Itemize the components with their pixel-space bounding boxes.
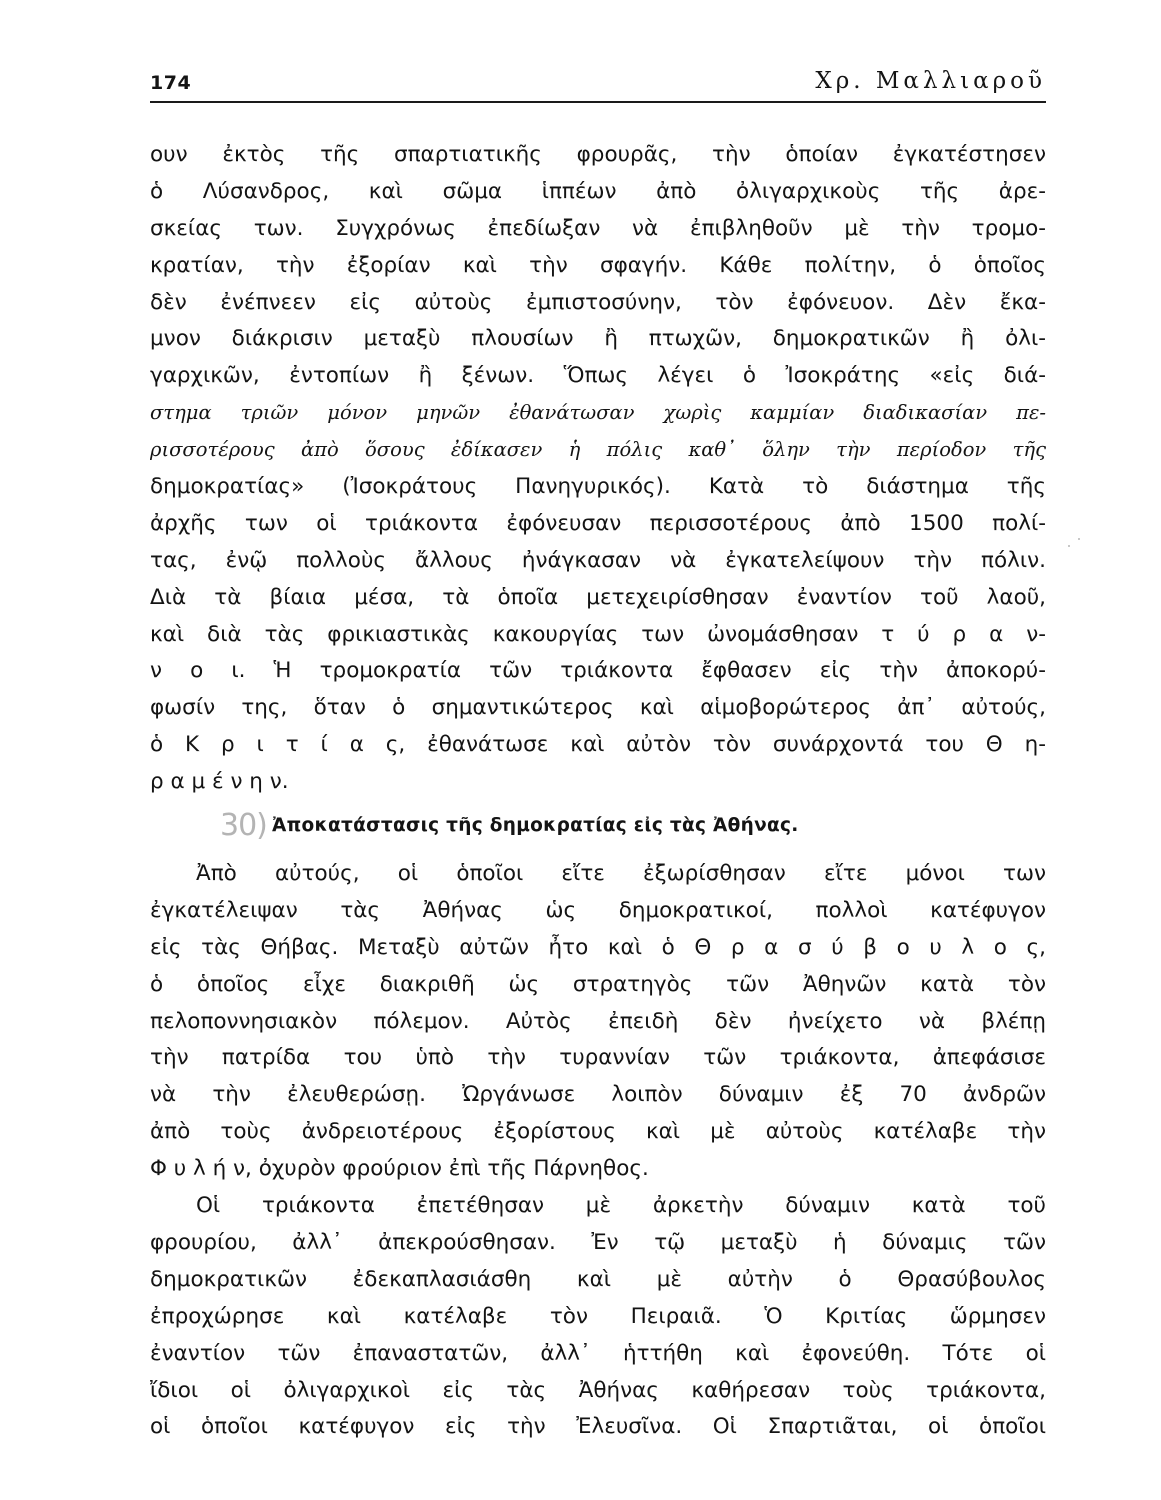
text-line: γαρχικῶν, ἐντοπίων ἢ ξένων. Ὅπως λέγει ὁ Ἰσοκράτης «εἰς διά- bbox=[150, 363, 1046, 389]
section-heading-text: Ἀποκατάστασις τῆς δημοκρατίας εἰς τὰς Ἀθήνας. bbox=[272, 815, 799, 837]
paragraph-1 bbox=[150, 137, 1046, 801]
section-heading bbox=[150, 801, 1046, 856]
text-line: φωσίν της, ὅταν ὁ σημαντικώτερος καὶ αἱμοβορώτερος ἀπ᾿ αὐτούς, bbox=[150, 695, 1046, 721]
text-line: ἐπροχώρησε καὶ κατέλαβε τὸν Πειραιᾶ. Ὁ Κριτίας ὥρμησεν bbox=[150, 1303, 1046, 1329]
text-line: Ἀπὸ αὐτούς, οἱ ὁποῖοι εἴτε ἐξωρίσθησαν εἴτε μόνοι των bbox=[196, 861, 1046, 887]
scan-speck bbox=[1078, 538, 1080, 540]
text-line: ὁ ὁποῖος εἶχε διακριθῆ ὡς στρατηγὸς τῶν Ἀθηνῶν κατὰ τὸν bbox=[150, 971, 1046, 997]
header-rule bbox=[150, 101, 1046, 103]
paragraph-2 bbox=[150, 856, 1046, 1188]
text-line: κρατίαν, τὴν ἐξορίαν καὶ τὴν σφαγήν. Κάθε πολίτην, ὁ ὁποῖος bbox=[150, 252, 1046, 278]
body-text bbox=[150, 137, 1046, 1446]
text-line: δὲν ἐνέπνεεν εἰς αὐτοὺς ἐμπιστοσύνην, τὸν ἐφόνευον. Δὲν ἔκα- bbox=[150, 289, 1046, 315]
text-line: Οἱ τριάκοντα ἐπετέθησαν μὲ ἀρκετὴν δύναμιν κατὰ τοῦ bbox=[196, 1193, 1046, 1219]
text-line: Διὰ τὰ βίαια μέσα, τὰ ὁποῖα μετεχειρίσθησαν ἐναντίον τοῦ λαοῦ, bbox=[150, 584, 1046, 610]
text-line: ὁ Λύσανδρος, καὶ σῶμα ἱππέων ἀπὸ ὀλιγαρχικοὺς τῆς ἀρε- bbox=[150, 178, 1046, 204]
text-line: δημοκρατικῶν ἐδεκαπλασιάσθη καὶ μὲ αὐτὴν ὁ Θρασύβουλος bbox=[150, 1266, 1046, 1292]
text-line: ὁ Κ ρ ι τ ί α ς, ἐθανάτωσε καὶ αὐτὸν τὸν συνάρχοντά του Θ η- bbox=[150, 732, 1046, 758]
text-line: ἀπὸ τοὺς ἀνδρειοτέρους ἐξορίστους καὶ μὲ αὐτοὺς κατέλαβε τὴν bbox=[150, 1119, 1046, 1145]
handwritten-margin-note: 30) bbox=[220, 808, 267, 844]
text-line: ουν ἐκτὸς τῆς σπαρτιατικῆς φρουρᾶς, τὴν ὁποίαν ἐγκατέστησεν bbox=[150, 142, 1046, 167]
text-line: εἰς τὰς Θήβας. Μεταξὺ αὐτῶν ἦτο καὶ ὁ Θ ρ α σ ύ β ο υ λ ο ς, bbox=[150, 934, 1046, 960]
text-line: μνον διάκρισιν μεταξὺ πλουσίων ἢ πτωχῶν, δημοκρατικῶν ἢ ὀλι- bbox=[150, 326, 1046, 352]
text-line: πελοποννησιακὸν πόλεμον. Αὐτὸς ἐπειδὴ δὲν ἠνείχετο νὰ βλέπῃ bbox=[150, 1008, 1046, 1034]
text-line: τας, ἐνῷ πολλοὺς ἄλλους ἠνάγκασαν νὰ ἐγκατελείψουν τὴν πόλιν. bbox=[150, 547, 1046, 573]
page-number: 174 bbox=[150, 72, 192, 94]
quotation-line: ρισσοτέρους ἀπὸ ὅσους ἐδίκασεν ἡ πόλις καθ᾿ ὅλην τὴν περίοδον τῆς bbox=[150, 438, 1046, 462]
text-line: ἐγκατέλειψαν τὰς Ἀθήνας ὡς δημοκρατικοί, πολλοὶ κατέφυγον bbox=[150, 897, 1046, 923]
page-header bbox=[150, 66, 1046, 100]
text-line: νὰ τὴν ἐλευθερώσῃ. Ὠργάνωσε λοιπὸν δύναμιν ἐξ 70 ἀνδρῶν bbox=[150, 1082, 1046, 1108]
text-line: ν ο ι. Ἡ τρομοκρατία τῶν τριάκοντα ἔφθασεν εἰς τὴν ἀποκορύ- bbox=[150, 658, 1046, 684]
quotation-line: στημα τριῶν μόνον μηνῶν ἐθανάτωσαν χωρὶς καμμίαν διαδικασίαν πε- bbox=[150, 401, 1046, 425]
text-line: δημοκρατίας» (Ἰσοκράτους Πανηγυρικός). Κατὰ τὸ διάστημα τῆς bbox=[150, 474, 1046, 500]
text-line: ἐναντίον τῶν ἐπαναστατῶν, ἀλλ᾿ ἡττήθη καὶ ἐφονεύθη. Τότε οἱ bbox=[150, 1340, 1046, 1366]
text-line: τὴν πατρίδα του ὑπὸ τὴν τυραννίαν τῶν τριάκοντα, ἀπεφάσισε bbox=[150, 1045, 1046, 1071]
scan-speck bbox=[1068, 545, 1070, 547]
text-line: ἀρχῆς των οἱ τριάκοντα ἐφόνευσαν περισσοτέρους ἀπὸ 1500 πολί- bbox=[150, 510, 1046, 536]
paragraph-3 bbox=[150, 1188, 1046, 1446]
running-head-author: Χρ. Μαλλιαροῦ bbox=[815, 68, 1046, 94]
text-line: ρ α μ έ ν η ν. bbox=[150, 769, 289, 795]
text-line: καὶ διὰ τὰς φρικιαστικὰς κακουργίας των ὠνομάσθησαν τ ύ ρ α ν- bbox=[150, 621, 1046, 647]
text-line: Φ υ λ ή ν, ὀχυρὸν φρούριον ἐπὶ τῆς Πάρνηθος. bbox=[150, 1156, 649, 1182]
text-line: ἴδιοι οἱ ὀλιγαρχικοὶ εἰς τὰς Ἀθήνας καθήρεσαν τοὺς τριάκοντα, bbox=[150, 1377, 1046, 1403]
text-line: οἱ ὁποῖοι κατέφυγον εἰς τὴν Ἐλευσῖνα. Οἱ Σπαρτιᾶται, οἱ ὁποῖοι bbox=[150, 1414, 1046, 1440]
text-line: φρουρίου, ἀλλ᾿ ἀπεκρούσθησαν. Ἐν τῷ μεταξὺ ἡ δύναμις τῶν bbox=[150, 1229, 1046, 1255]
text-line: σκείας των. Συγχρόνως ἐπεδίωξαν νὰ ἐπιβληθοῦν μὲ τὴν τρομο- bbox=[150, 215, 1046, 241]
